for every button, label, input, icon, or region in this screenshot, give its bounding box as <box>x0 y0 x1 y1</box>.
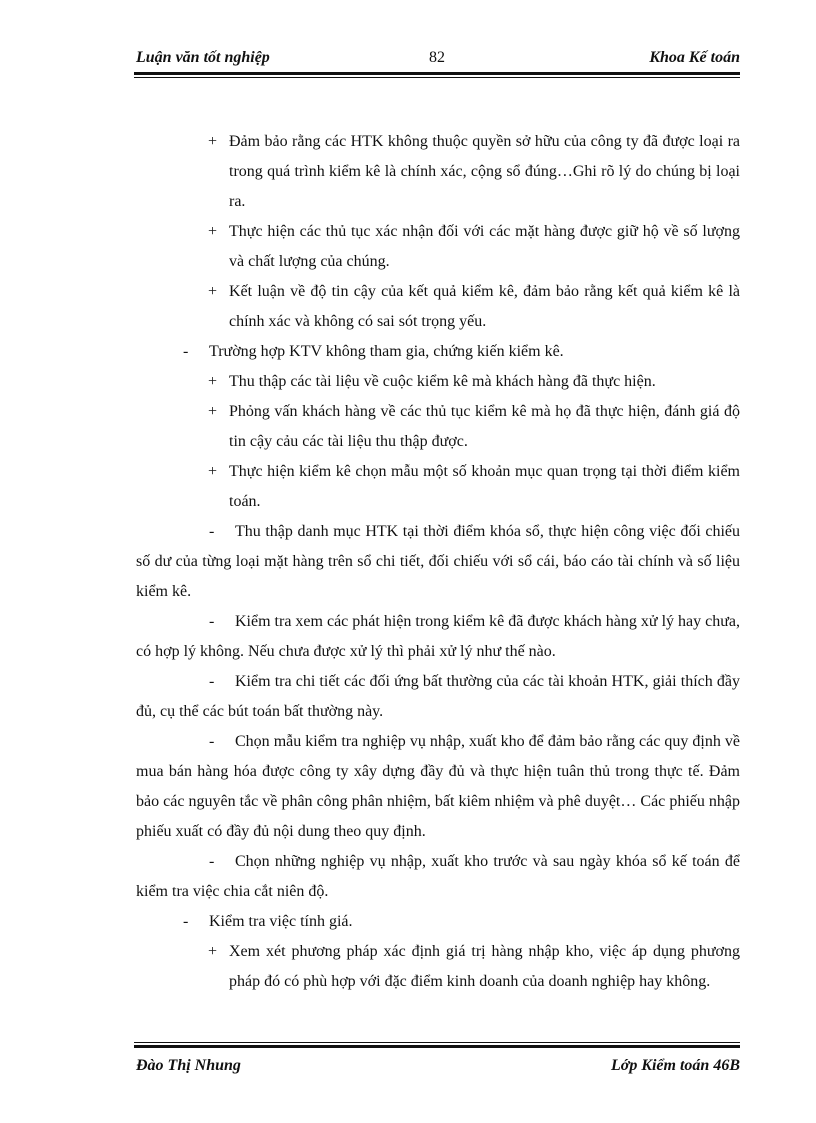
footer-rule-thick <box>134 1045 740 1048</box>
paragraph-text: Chọn những nghiệp vụ nhập, xuất kho trước và sau ngày khóa sổ kế toán để kiểm tra việc chia cắt niên độ. <box>136 853 740 900</box>
dash-marker: - <box>183 343 189 360</box>
page-header <box>134 49 740 71</box>
paragraph <box>136 727 740 847</box>
header-rule-thick <box>134 72 740 75</box>
plus-marker: + <box>208 223 218 240</box>
bullet-item <box>208 367 740 397</box>
plus-marker: + <box>208 283 218 300</box>
bullet-item <box>208 397 740 457</box>
paragraph-text: Kiểm tra xem các phát hiện trong kiểm kê đã được khách hàng xử lý hay chưa, có hợp lý không. Nếu chưa được xử lý thì phải xử lý như thế nào. <box>136 613 740 660</box>
bullet-text: Phỏng vấn khách hàng về các thủ tục kiểm kê mà họ đã thực hiện, đánh giá độ tin cậy cảu các tài liệu thu thập được. <box>229 403 740 450</box>
dash-marker: - <box>209 613 215 630</box>
bullet-text: Xem xét phương pháp xác định giá trị hàng nhập kho, việc áp dụng phương pháp đó có phù hợp với đặc điểm kinh doanh của doanh nghiệp hay không. <box>229 943 740 990</box>
bullet-item <box>208 127 740 217</box>
paragraph <box>136 607 740 667</box>
footer-rule-thin <box>134 1042 740 1043</box>
bullet-text: Thực hiện các thủ tục xác nhận đối với các mặt hàng được giữ hộ về số lượng và chất lượng của chúng. <box>229 223 740 270</box>
dash-marker: - <box>209 523 215 540</box>
header-rule-thin <box>134 77 740 78</box>
bullet-text: Thực hiện kiểm kê chọn mẫu một số khoản mục quan trọng tại thời điểm kiểm toán. <box>229 463 740 510</box>
plus-marker: + <box>208 373 218 390</box>
dash-marker: - <box>183 913 189 930</box>
header-department: Khoa Kế toán <box>649 49 740 66</box>
plus-marker: + <box>208 403 218 420</box>
bullet-text: Thu thập các tài liệu về cuộc kiểm kê mà khách hàng đã thực hiện. <box>229 373 656 390</box>
bullet-item <box>208 937 740 997</box>
page-body <box>0 127 816 997</box>
bullet-text: Kết luận về độ tin cậy của kết quả kiểm kê, đảm bảo rằng kết quả kiểm kê là chính xác và không có sai sót trọng yếu. <box>229 283 740 330</box>
bullet-text: Đảm bảo rằng các HTK không thuộc quyền sở hữu của công ty đã được loại ra trong quá trình kiểm kê là chính xác, cộng sổ đúng…Ghi rõ lý do chúng bị loại ra. <box>229 133 740 210</box>
plus-marker: + <box>208 463 218 480</box>
dash-marker: - <box>209 853 215 870</box>
dash-text: Trường hợp KTV không tham gia, chứng kiến kiểm kê. <box>209 343 564 360</box>
plus-marker: + <box>208 943 218 960</box>
page-number: 82 <box>429 49 445 66</box>
dash-item <box>183 337 740 367</box>
paragraph <box>136 667 740 727</box>
paragraph <box>136 847 740 907</box>
dash-text: Kiểm tra việc tính giá. <box>209 913 353 930</box>
dash-marker: - <box>209 733 215 750</box>
bullet-item <box>208 277 740 337</box>
dash-item <box>183 907 740 937</box>
bullet-item <box>208 217 740 277</box>
plus-marker: + <box>208 133 218 150</box>
header-thesis-title: Luận văn tốt nghiệp <box>136 49 270 66</box>
footer-class: Lớp Kiểm toán 46B <box>610 1057 740 1074</box>
page-footer <box>134 1057 740 1079</box>
paragraph-text: Thu thập danh mục HTK tại thời điểm khóa sổ, thực hiện công việc đối chiếu số dư của từng loại mặt hàng trên sổ chi tiết, đối chiếu với sổ cái, báo cáo tài chính và số liệu kiểm kê. <box>136 523 740 600</box>
paragraph-text: Chọn mẫu kiểm tra nghiệp vụ nhập, xuất kho để đảm bảo rằng các quy định về mua bán hàng hóa được công ty xây dựng đầy đủ và thực hiện tuân thủ trong thực tế. Đảm bảo các nguyên tắc về phân công phân nhiệm, bất kiêm nhiệm và phê duyệt… Các phiếu nhập phiếu xuất có đầy đủ nội dung theo quy định. <box>136 733 740 840</box>
bullet-item <box>208 457 740 517</box>
paragraph-text: Kiểm tra chi tiết các đối ứng bất thường của các tài khoản HTK, giải thích đầy đủ, cụ thể các bút toán bất thường này. <box>136 673 740 720</box>
dash-marker: - <box>209 673 215 690</box>
paragraph <box>136 517 740 607</box>
footer-author: Đào Thị Nhung <box>136 1057 241 1074</box>
